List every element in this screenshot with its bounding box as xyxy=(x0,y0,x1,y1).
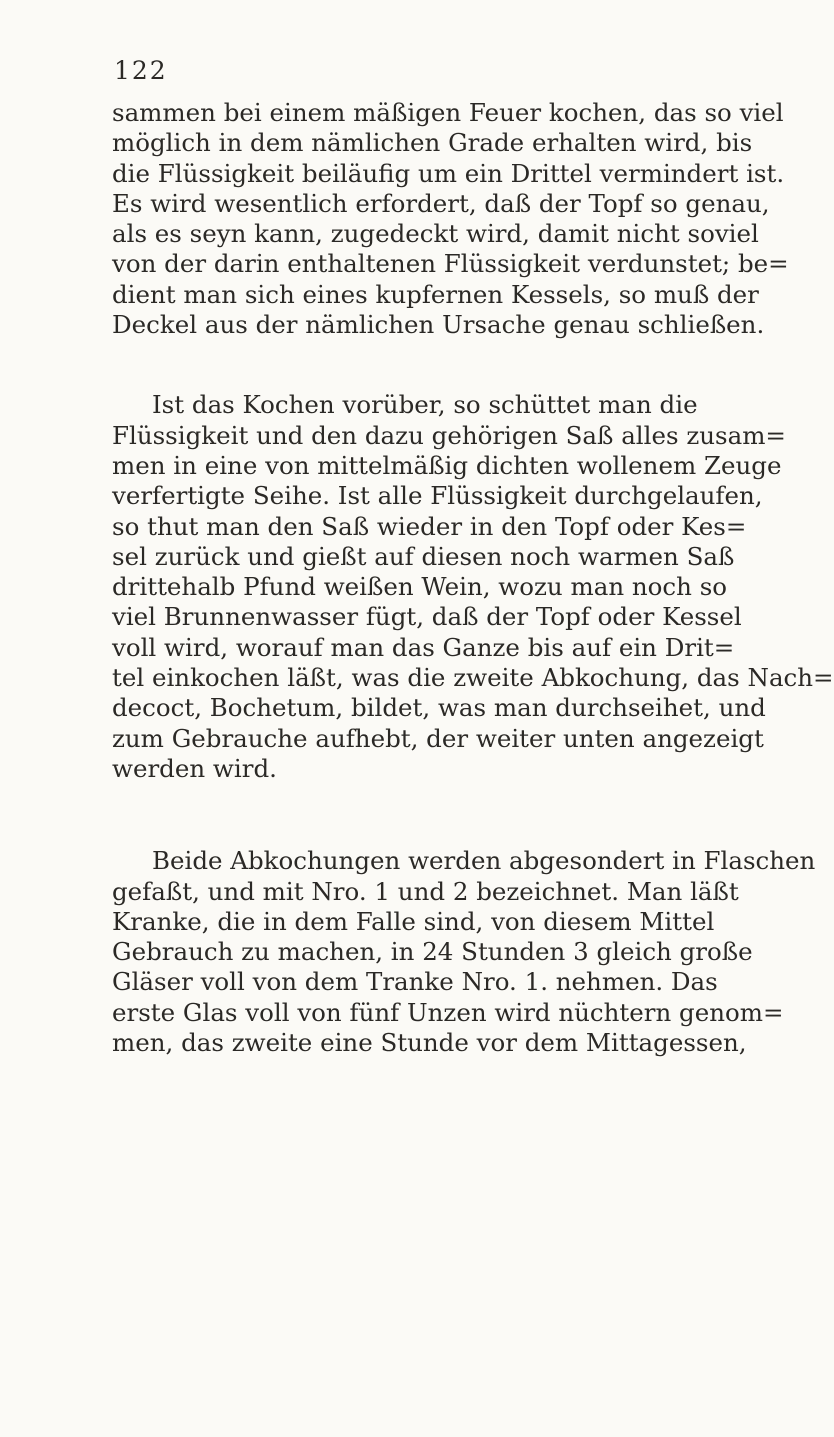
body-text xyxy=(112,98,834,1058)
text-line: Kranke, die in dem Falle sind, von diesem Mittel xyxy=(112,906,715,936)
text-line: erste Glas voll von fünf Unzen wird nüchtern genom= xyxy=(112,997,784,1027)
text-line: verfertigte Seihe. Ist alle Flüssigkeit durchgelaufen, xyxy=(112,481,763,511)
page-number: 122 xyxy=(114,56,168,85)
text-line: so thut man den Saß wieder in den Topf oder Kes= xyxy=(112,511,747,541)
text-line: voll wird, worauf man das Ganze bis auf ein Drit= xyxy=(112,632,735,662)
text-line: möglich in dem nämlichen Grade erhalten wird, bis xyxy=(112,128,753,158)
text-line: Ist das Kochen vorüber, so schüttet man die xyxy=(152,390,698,420)
text-line: dient man sich eines kupfernen Kessels, so muß der xyxy=(112,279,759,309)
text-line: Flüssigkeit und den dazu gehörigen Saß alles zusam= xyxy=(112,420,786,450)
text-line: men, das zweite eine Stunde vor dem Mittagessen, xyxy=(112,1028,747,1058)
text-line: Beide Abkochungen werden abgesondert in Flaschen xyxy=(152,846,816,876)
text-line: sel zurück und gießt auf diesen noch warmen Saß xyxy=(112,541,735,571)
paragraph-2 xyxy=(112,390,834,784)
text-line: werden wird. xyxy=(112,753,277,783)
text-line: gefaßt, und mit Nro. 1 und 2 bezeichnet. Man läßt xyxy=(112,876,739,906)
text-line: tel einkochen läßt, was die zweite Abkochung, das Nach= xyxy=(112,663,834,693)
text-line: men in eine von mittelmäßig dichten wollenem Zeuge xyxy=(112,450,782,480)
text-line: decoct, Bochetum, bildet, was man durchseihet, und xyxy=(112,693,766,723)
text-line: zum Gebrauche aufhebt, der weiter unten angezeigt xyxy=(112,723,764,753)
text-line: Gebrauch zu machen, in 24 Stunden 3 gleich große xyxy=(112,937,753,967)
text-line: Deckel aus der nämlichen Ursache genau schließen. xyxy=(112,310,765,340)
text-line: Gläser voll von dem Tranke Nro. 1. nehmen. Das xyxy=(112,967,718,997)
text-line: Es wird wesentlich erfordert, daß der Topf so genau, xyxy=(112,188,770,218)
text-line: als es seyn kann, zugedeckt wird, damit nicht soviel xyxy=(112,219,759,249)
text-line: sammen bei einem mäßigen Feuer kochen, das so viel xyxy=(112,98,784,127)
paragraph-1 xyxy=(112,98,789,340)
text-line: viel Brunnenwasser fügt, daß der Topf oder Kessel xyxy=(112,602,742,632)
text-line: von der darin enthaltenen Flüssigkeit verdunstet; be= xyxy=(112,249,789,279)
text-line: drittehalb Pfund weißen Wein, wozu man noch so xyxy=(112,572,728,602)
text-line: die Flüssigkeit beiläufig um ein Drittel vermindert ist. xyxy=(112,158,785,188)
paragraph-3 xyxy=(112,846,816,1058)
